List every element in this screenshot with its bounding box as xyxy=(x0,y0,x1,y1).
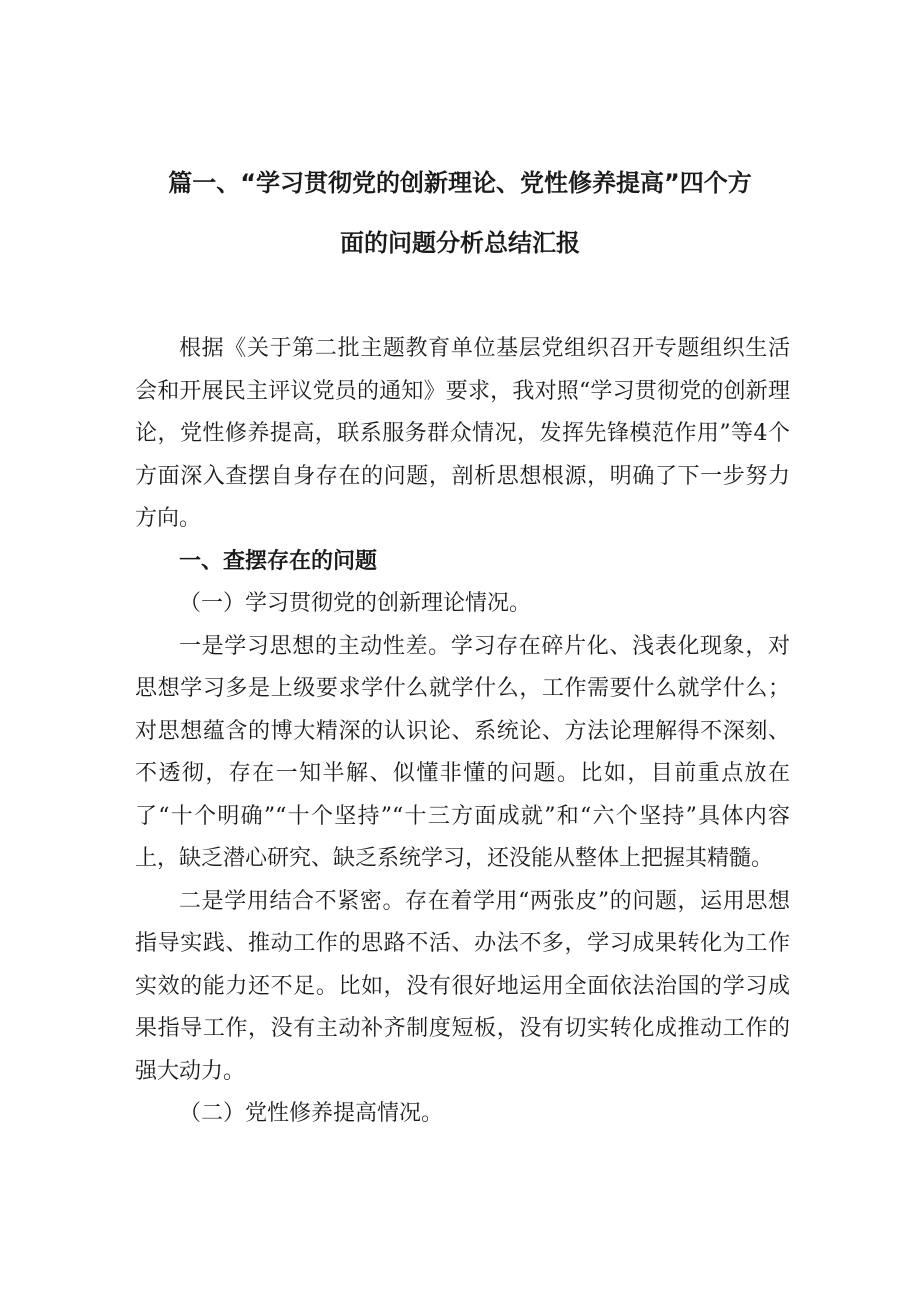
document-title-line-1: 篇一、“学习贯彻党的创新理论、党性修养提高”四个方 xyxy=(168,169,752,197)
document-body xyxy=(135,328,790,1136)
subsection-heading-1: （一）学习贯彻党的创新理论情况。 xyxy=(179,591,532,616)
intro-paragraph: 根据《关于第二批主题教育单位基层党组织召开专题组织生活会和开展民主评议党员的通知》要求，我对照“学习贯彻党的创新理论，党性修养提高，联系服务群众情况，发挥先锋模范作用”等4个方面深入查摆自身存在的问题，剖析思想根源，明确了下一步努力方向。 xyxy=(135,336,790,531)
subsection-heading-2: （二）党性修养提高情况。 xyxy=(179,1101,444,1126)
body-paragraph-1: 一是学习思想的主动性差。学习存在碎片化、浅表化现象，对思想学习多是上级要求学什么就学什么，工作需要什么就学什么；对思想蕴含的博大精深的认识论、系统论、方法论理解得不深刻、不透彻，存在一知半解、似懂非懂的问题。比如，目前重点放在了“十个明确”“十个坚持”“十三方面成就”和“六个坚持”具体内容上，缺乏潜心研究、缺乏系统学习，还没能从整体上把握其精髓。 xyxy=(135,633,790,871)
body-paragraph-2: 二是学用结合不紧密。存在着学用“两张皮”的问题，运用思想指导实践、推动工作的思路不活、办法不多，学习成果转化为工作实效的能力还不足。比如，没有很好地运用全面依法治国的学习成果指导工作，没有主动补齐制度短板，没有切实转化成推动工作的强大动力。 xyxy=(135,888,790,1084)
document-title-line-2: 面的问题分析总结汇报 xyxy=(340,229,580,257)
section-heading-1: 一、查摆存在的问题 xyxy=(179,548,378,574)
